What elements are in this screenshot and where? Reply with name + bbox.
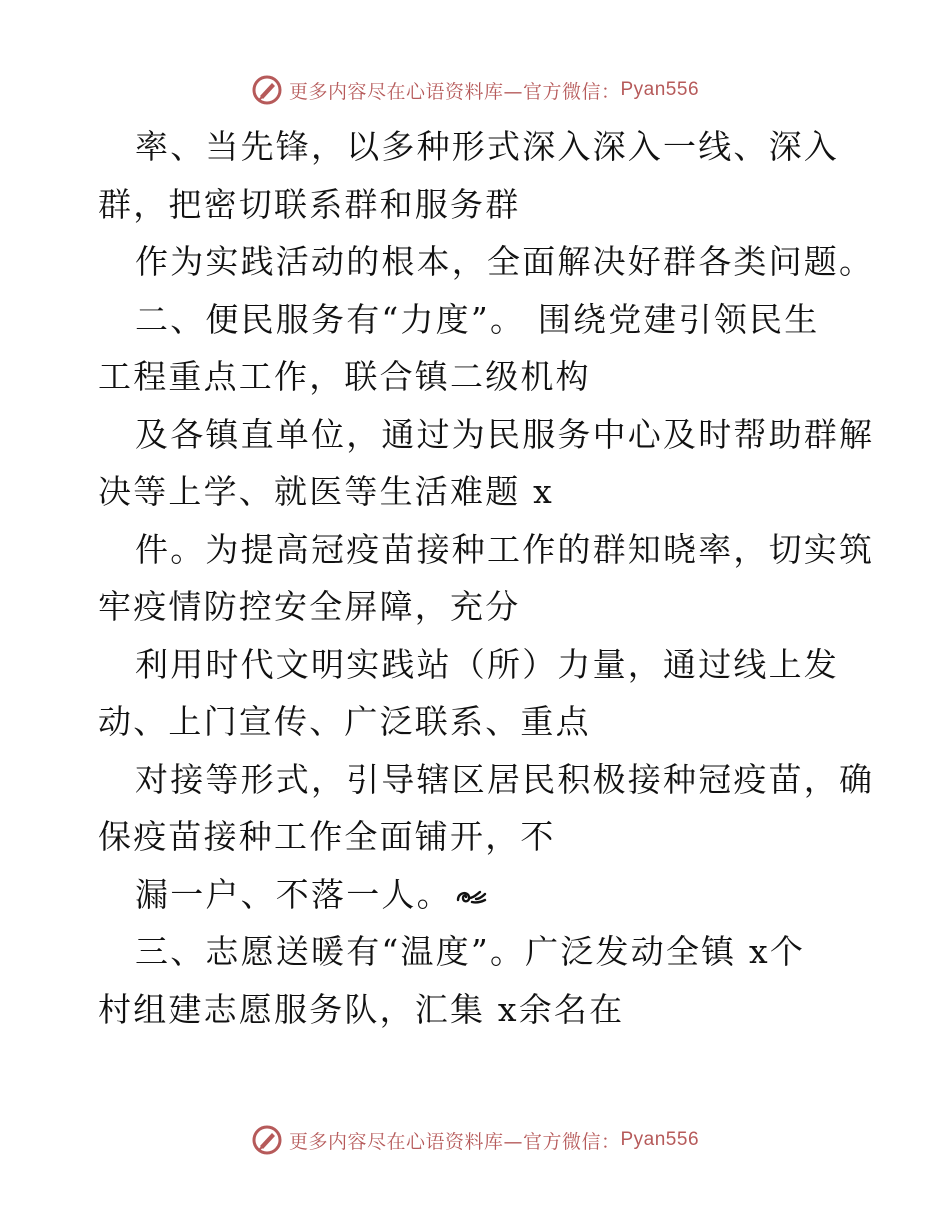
header-watermark: [0, 70, 950, 110]
swirl-ornament-icon: [454, 886, 488, 908]
watermark-text: 更多内容尽在心语资料库—官方微信：: [288, 80, 621, 103]
watermark-text: 更多内容尽在心语资料库—官方微信：: [288, 1130, 621, 1153]
watermark-wechat-id: Pyan556: [620, 79, 700, 100]
text-line: 利用时代文明实践站（所）力量，通过线上发: [135, 644, 839, 684]
text-line: 作为实践活动的根本，全面解决好群各类问题。: [135, 242, 875, 281]
text-line: 保疫苗接种工作全面铺开，不: [98, 817, 556, 856]
text-line: 率、当先锋，以多种形式深入深入一线、深入: [135, 127, 839, 166]
section-heading-line: 二、便民服务有“力度”。 围绕党建引领民生: [135, 299, 820, 339]
section-heading-line: 三、志愿送暖有“温度”。广泛发动全镇 x个: [135, 932, 806, 971]
pen-logo-icon: [251, 1124, 283, 1156]
text-line: 件。为提高冠疫苗接种工作的群知晓率，切实筑: [135, 529, 875, 569]
text-line: 工程重点工作，联合镇二级机构: [98, 357, 591, 396]
text-line: 及各镇直单位，通过为民服务中心及时帮助群解: [135, 414, 875, 454]
footer-watermark: [0, 1120, 950, 1160]
text-line: 决等上学、就医等生活难题 x: [98, 472, 554, 511]
text-line: 动、上门宣传、广泛联系、重点: [98, 702, 591, 741]
text-line: 村组建志愿服务队，汇集 x余名在: [98, 989, 625, 1029]
watermark-wechat-id: Pyan556: [620, 1129, 700, 1150]
text-line: 群，把密切联系群和服务群: [98, 184, 521, 224]
text-line-with-ornament: [98, 866, 868, 924]
text-line: 牢疫情防控安全屏障，充分: [98, 587, 521, 626]
text-line: 对接等形式，引导辖区居民积极接种冠疫苗，确: [135, 759, 875, 799]
pen-logo-icon: [251, 74, 283, 106]
text-line-content: 漏一户、不落一人。: [135, 874, 452, 914]
document-body: [98, 118, 875, 1038]
